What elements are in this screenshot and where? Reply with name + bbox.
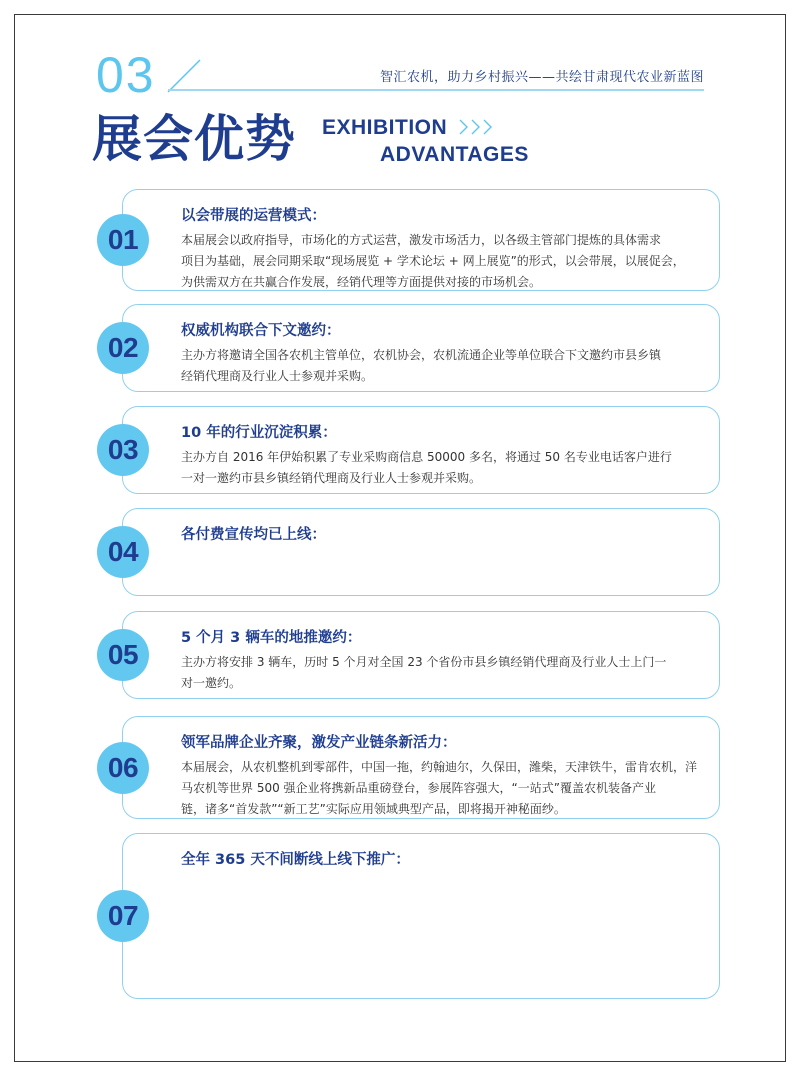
advantage-title: 领军品牌企业齐聚，激发产业链条新活力： xyxy=(181,735,457,751)
advantage-card-02 xyxy=(107,304,720,392)
advantage-number-badge: 01 xyxy=(97,214,149,266)
advantage-number-badge: 05 xyxy=(97,629,149,681)
advantage-number-badge: 07 xyxy=(97,890,149,942)
header-rule xyxy=(168,89,704,91)
header-tagline: 智汇农机，助力乡村振兴——共绘甘肃现代农业新蓝图 xyxy=(379,70,704,85)
advantage-card-01 xyxy=(107,189,720,291)
advantage-number-badge: 06 xyxy=(97,742,149,794)
chevron-right-icon xyxy=(458,117,498,137)
section-number: 03 xyxy=(96,47,156,103)
advantage-card-05 xyxy=(107,611,720,699)
advantage-card-06 xyxy=(107,716,720,819)
advantage-body: 主办方将安排 3 辆车，历时 5 个月对全国 23 个省份市县乡镇经销代理商及行业人士上门一 对一邀约。 xyxy=(181,655,667,690)
advantage-number-badge: 03 xyxy=(97,424,149,476)
page-title: 展会优势 xyxy=(92,110,296,168)
advantage-title: 全年 365 天不间断线上线下推广： xyxy=(181,852,410,868)
advantage-title: 以会带展的运营模式： xyxy=(181,208,326,224)
advantage-body: 主办方自 2016 年伊始积累了专业采购商信息 50000 多名，将通过 50 名专业电话客户进行 一对一邀约市县乡镇经销代理商及行业人士参观并采购。 xyxy=(181,450,672,485)
advantage-title: 5 个月 3 辆车的地推邀约： xyxy=(181,630,362,646)
advantage-body: 本届展会以政府指导，市场化的方式运营，激发市场活力，以各级主管部门提炼的具体需求 项目为基础，展会同期采取“现场展览 + 学术论坛 + 网上展览”的形式，以会带展，以展促会， 为供需双方在共赢合作发展，经销代理等方面提供对接的市场机会。 xyxy=(181,233,685,289)
page-title-en-line1: EXHIBITION xyxy=(322,116,448,139)
advantage-card-03 xyxy=(107,406,720,494)
advantage-title: 各付费宣传均已上线： xyxy=(181,527,326,543)
page-title-en-line2: ADVANTAGES xyxy=(380,143,529,166)
advantage-number-badge: 04 xyxy=(97,526,149,578)
advantage-title: 10 年的行业沉淀积累： xyxy=(181,425,337,441)
advantage-card-04 xyxy=(107,508,720,596)
advantage-title: 权威机构联合下文邀约： xyxy=(181,323,341,339)
advantage-body: 本届展会，从农机整机到零部件，中国一拖，约翰迪尔，久保田，潍柴，天津铁牛，雷肯农机，洋 马农机等世界 500 强企业将携新品重磅登台，参展阵容强大，“一站式”覆盖农机装备产业 链，诸多“首发款”“新工艺”实际应用领域典型产品，即将揭开神秘面纱。 xyxy=(181,760,698,816)
advantage-number-badge: 02 xyxy=(97,322,149,374)
advantage-card-07 xyxy=(107,833,720,999)
advantage-body: 主办方将邀请全国各农机主管单位，农机协会，农机流通企业等单位联合下文邀约市县乡镇 经销代理商及行业人士参观并采购。 xyxy=(181,348,662,383)
